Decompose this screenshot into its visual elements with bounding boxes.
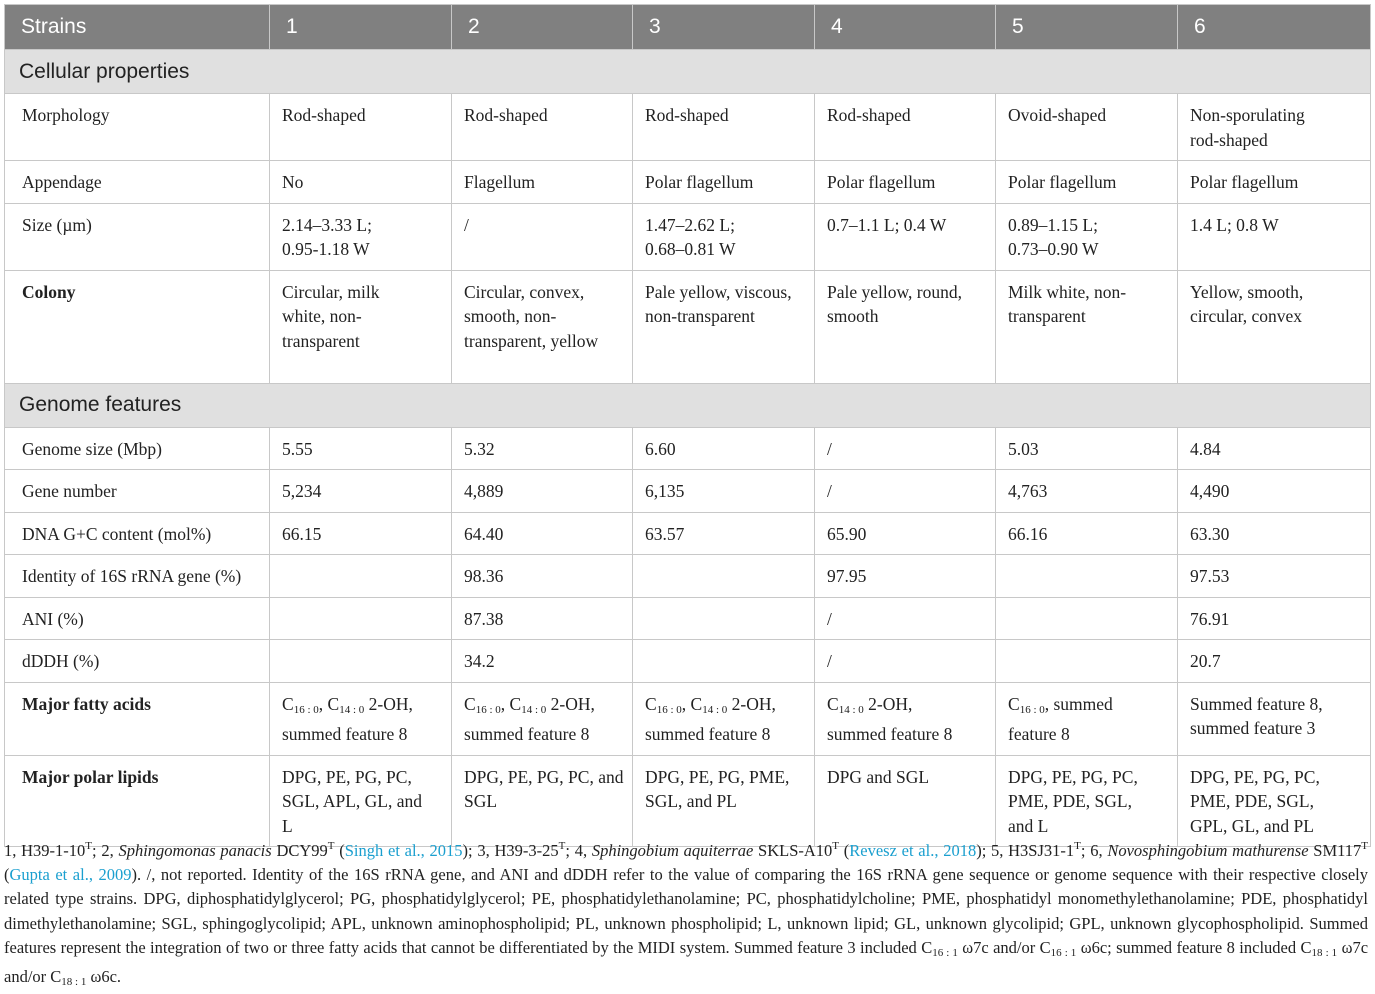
table-cell: / bbox=[452, 203, 633, 270]
table-row-appendage bbox=[5, 161, 1371, 204]
table-cell: DPG, PE, PG, PC, and SGL bbox=[452, 755, 633, 847]
table-cell: Rod-shaped bbox=[633, 94, 815, 161]
table-cell: 97.53 bbox=[1178, 555, 1371, 598]
table-cell bbox=[270, 597, 452, 640]
table-cell: Polar flagellum bbox=[996, 161, 1178, 204]
table-cell: 6.60 bbox=[633, 427, 815, 470]
row-label-dddh: dDDH (%) bbox=[5, 640, 270, 683]
table-cell: Rod-shaped bbox=[452, 94, 633, 161]
table-cell: 4.84 bbox=[1178, 427, 1371, 470]
species-name: Novosphingobium mathurense bbox=[1107, 841, 1309, 860]
header-strain-2: 2 bbox=[452, 5, 633, 50]
species-name: Sphingomonas panacis bbox=[118, 841, 272, 860]
table-cell: $C_{16 : 0}$, $C_{14 : 0}$ 2-OH, summed feature 8 bbox=[633, 682, 815, 755]
citation-link-gupta[interactable]: Gupta et al., 2009 bbox=[9, 865, 132, 885]
table-cell: 76.91 bbox=[1178, 597, 1371, 640]
table-cell: 98.36 bbox=[452, 555, 633, 598]
table-cell: DPG, PE, PG, PC, PME, PDE, SGL, GPL, GL, and PL bbox=[1178, 755, 1371, 847]
header-strain-6: 6 bbox=[1178, 5, 1371, 50]
table-cell: / bbox=[815, 597, 996, 640]
section-row-genome bbox=[5, 383, 1371, 427]
table-cell: 87.38 bbox=[452, 597, 633, 640]
table-cell: Polar flagellum bbox=[1178, 161, 1371, 204]
table-cell: 2.14–3.33 L; 0.95-1.18 W bbox=[270, 203, 452, 270]
table-cell bbox=[996, 597, 1178, 640]
table-cell: Flagellum bbox=[452, 161, 633, 204]
section-title-genome: Genome features bbox=[5, 383, 1371, 427]
table-cell: / bbox=[815, 470, 996, 513]
table-cell: $C_{16 : 0}$, $C_{14 : 0}$ 2-OH, summed feature 8 bbox=[270, 682, 452, 755]
table-header-row bbox=[5, 5, 1371, 50]
table-cell bbox=[633, 597, 815, 640]
table-footnote: 1, $H39-1-10^T$; 2, Sphingomonas panacis $DCY99^T$ (Singh et al., 2015); 3, $H39-3-25^T$; 4, Sphingobium aquiterrae SKLS-$A10^T$ (Revesz et al., 2018); 5, $H3SJ31-1^T$; 6, Novosphingobium mathurense $SM117^T$ (Gupta et al., 2009). /, not reported. Identity of the 16S rRNA gene, and ANI and dDDH refer to the value of comparing the 16S rRNA gene sequence or genome sequence with their respective closely related type strains. DPG, diphosphatidylglycerol; PG, phosphatidylglycerol; PE, phosphatidylethanolamine; PC, phosphatidylcholine; PME, phosphatidyl monomethylethanolamine; PDE, phosphatidyl dimethylethanolamine; SGL, sphingoglycolipid; APL, unknown aminophospholipid; PL, unknown phospholipid; L, unknown lipid; GL, unknown glycolipid; GPL, unknown glycophospholipid. Summed features represent the integration of two or three fatty acids that cannot be differentiated by the MIDI system. Summed feature 3 included $C_{16 : 1}$ ω7c and/or $C_{16 : 1}$ ω6c; summed feature 8 included $C_{18 : 1}$ ω7c and/or $C_{18 : 1}$ ω6c. bbox=[4, 840, 1369, 989]
table-cell: Circular, milk white, non-transparent bbox=[270, 270, 452, 383]
table-cell: 34.2 bbox=[452, 640, 633, 683]
table-cell: Circular, convex, smooth, non-transparent, yellow bbox=[452, 270, 633, 383]
table-cell: Polar flagellum bbox=[815, 161, 996, 204]
table-cell: 5.32 bbox=[452, 427, 633, 470]
table-row-morphology bbox=[5, 94, 1371, 161]
table-row-16s-identity bbox=[5, 555, 1371, 598]
citation-link-singh[interactable]: Singh et al., 2015 bbox=[344, 841, 463, 860]
table-row-ani bbox=[5, 597, 1371, 640]
header-strain-5: 5 bbox=[996, 5, 1178, 50]
table-row-polar-lipids bbox=[5, 755, 1371, 847]
table-cell: DPG, PE, PG, PME, SGL, and PL bbox=[633, 755, 815, 847]
row-label-size: Size (µm) bbox=[5, 203, 270, 270]
table-row-dddh bbox=[5, 640, 1371, 683]
table-cell: DPG and SGL bbox=[815, 755, 996, 847]
table-cell: / bbox=[815, 427, 996, 470]
row-label-16s-identity: Identity of 16S rRNA gene (%) bbox=[5, 555, 270, 598]
table-cell: 64.40 bbox=[452, 512, 633, 555]
table-cell: 97.95 bbox=[815, 555, 996, 598]
table-cell: $C_{14 : 0}$ 2-OH, summed feature 8 bbox=[815, 682, 996, 755]
row-label-fatty-acids: Major fatty acids bbox=[5, 682, 270, 755]
table-row-gc-content bbox=[5, 512, 1371, 555]
table-cell: 63.57 bbox=[633, 512, 815, 555]
table-cell: Ovoid-shaped bbox=[996, 94, 1178, 161]
table-cell: Polar flagellum bbox=[633, 161, 815, 204]
row-label-morphology: Morphology bbox=[5, 94, 270, 161]
header-strain-1: 1 bbox=[270, 5, 452, 50]
table-cell: 5.55 bbox=[270, 427, 452, 470]
table-cell bbox=[270, 640, 452, 683]
table-cell bbox=[996, 640, 1178, 683]
strain-comparison-table bbox=[4, 4, 1371, 847]
table-row-colony bbox=[5, 270, 1371, 383]
table-cell: 4,490 bbox=[1178, 470, 1371, 513]
table-cell: 66.16 bbox=[996, 512, 1178, 555]
row-label-ani: ANI (%) bbox=[5, 597, 270, 640]
table-cell: 65.90 bbox=[815, 512, 996, 555]
section-row-cellular bbox=[5, 50, 1371, 94]
table-cell: Milk white, non-transparent bbox=[996, 270, 1178, 383]
row-label-genome-size: Genome size (Mbp) bbox=[5, 427, 270, 470]
header-strain-3: 3 bbox=[633, 5, 815, 50]
table-cell: 6,135 bbox=[633, 470, 815, 513]
citation-link-revesz[interactable]: Revesz et al., 2018 bbox=[849, 841, 977, 860]
table-cell: / bbox=[815, 640, 996, 683]
table-cell bbox=[270, 555, 452, 598]
table-cell: Rod-shaped bbox=[270, 94, 452, 161]
row-label-polar-lipids: Major polar lipids bbox=[5, 755, 270, 847]
table-cell: 5.03 bbox=[996, 427, 1178, 470]
table-row-genome-size bbox=[5, 427, 1371, 470]
table-cell: 1.4 L; 0.8 W bbox=[1178, 203, 1371, 270]
table-cell: 4,889 bbox=[452, 470, 633, 513]
table-row-fatty-acids bbox=[5, 682, 1371, 755]
species-name: Sphingobium aquiterrae bbox=[591, 841, 754, 860]
row-label-gene-number: Gene number bbox=[5, 470, 270, 513]
header-strain-4: 4 bbox=[815, 5, 996, 50]
table-cell: 5,234 bbox=[270, 470, 452, 513]
table-cell: 20.7 bbox=[1178, 640, 1371, 683]
row-label-appendage: Appendage bbox=[5, 161, 270, 204]
table-cell: 63.30 bbox=[1178, 512, 1371, 555]
table-cell: Pale yellow, round, smooth bbox=[815, 270, 996, 383]
table-cell: 1.47–2.62 L; 0.68–0.81 W bbox=[633, 203, 815, 270]
table-cell: 4,763 bbox=[996, 470, 1178, 513]
table-cell: $C_{16 : 0}$, $C_{14 : 0}$ 2-OH, summed feature 8 bbox=[452, 682, 633, 755]
table-cell bbox=[996, 555, 1178, 598]
row-label-gc-content: DNA G+C content (mol%) bbox=[5, 512, 270, 555]
table-cell: DPG, PE, PG, PC, SGL, APL, GL, and L bbox=[270, 755, 452, 847]
table-cell: Pale yellow, viscous, non-transparent bbox=[633, 270, 815, 383]
table-container bbox=[4, 4, 1370, 847]
table-cell: 0.7–1.1 L; 0.4 W bbox=[815, 203, 996, 270]
table-cell: 66.15 bbox=[270, 512, 452, 555]
table-cell bbox=[633, 640, 815, 683]
table-cell bbox=[633, 555, 815, 598]
table-cell: No bbox=[270, 161, 452, 204]
table-row-size bbox=[5, 203, 1371, 270]
table-row-gene-number bbox=[5, 470, 1371, 513]
table-cell: Rod-shaped bbox=[815, 94, 996, 161]
header-strains: Strains bbox=[5, 5, 270, 50]
row-label-colony: Colony bbox=[5, 270, 270, 383]
table-cell: 0.89–1.15 L; 0.73–0.90 W bbox=[996, 203, 1178, 270]
section-title-cellular: Cellular properties bbox=[5, 50, 1371, 94]
table-cell: DPG, PE, PG, PC, PME, PDE, SGL, and L bbox=[996, 755, 1178, 847]
table-cell: Yellow, smooth, circular, convex bbox=[1178, 270, 1371, 383]
table-cell: Summed feature 8, summed feature 3 bbox=[1178, 682, 1371, 755]
table-cell: Non-sporulating rod-shaped bbox=[1178, 94, 1371, 161]
table-cell: $C_{16 : 0}$, summed feature 8 bbox=[996, 682, 1178, 755]
